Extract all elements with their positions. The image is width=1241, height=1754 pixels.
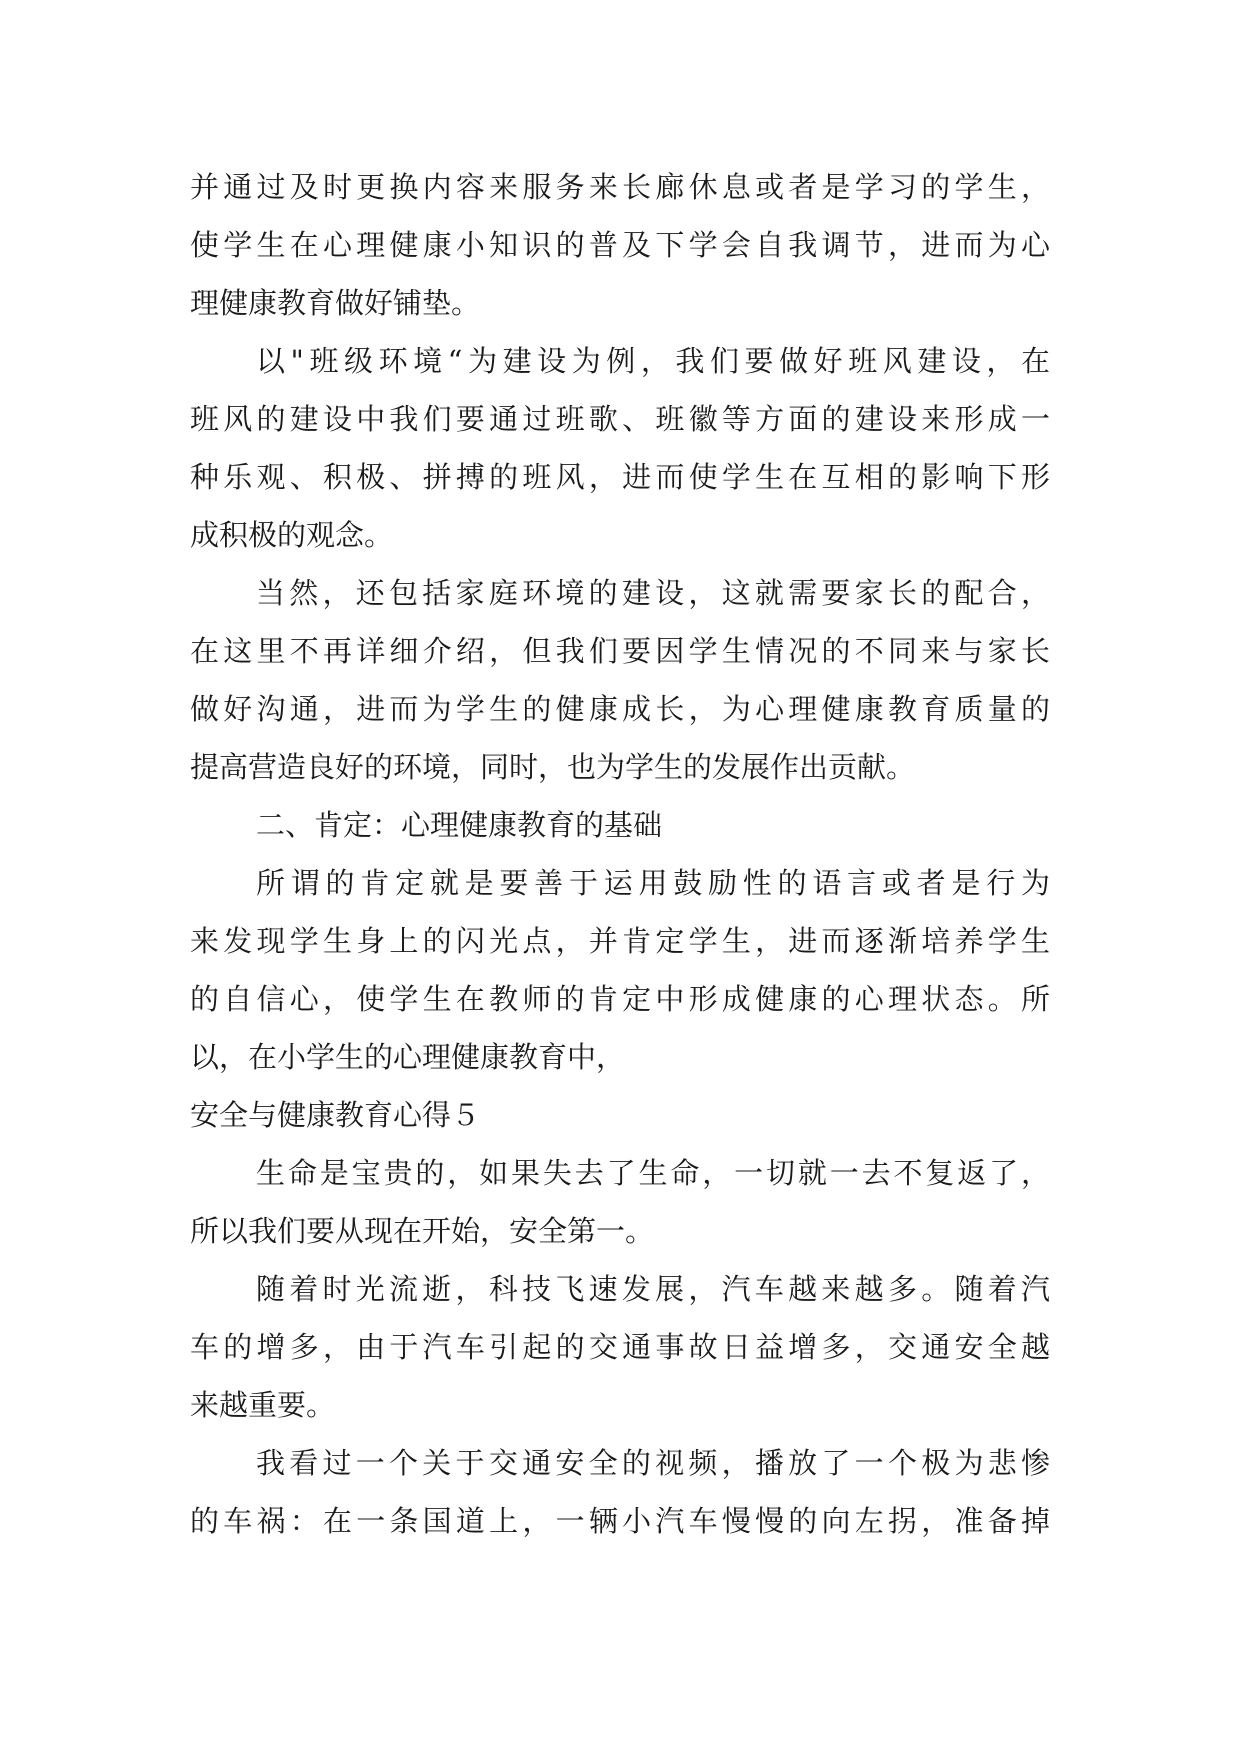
text-line: 随着时光流逝，科技飞速发展，汽车越来越多。随着汽 [256, 1272, 1050, 1306]
text-line: 种乐观、积极、拼搏的班风，进而使学生在互相的影响下形 [190, 460, 1050, 494]
paragraph [190, 564, 1050, 796]
paragraph [190, 332, 1050, 564]
text-line: 班风的建设中我们要通过班歌、班徽等方面的建设来形成一 [190, 402, 1050, 436]
paragraph [190, 158, 1050, 332]
document-body [190, 158, 1050, 1550]
text-line: 车的增多，由于汽车引起的交通事故日益增多，交通安全越 [190, 1330, 1050, 1364]
text-line: 所以我们要从现在开始，安全第一。 [190, 1214, 655, 1248]
text-line: 当然，还包括家庭环境的建设，这就需要家长的配合， [256, 576, 1050, 610]
text-line: 来发现学生身上的闪光点，并肯定学生，进而逐渐培养学生 [190, 924, 1050, 958]
section-heading [190, 796, 1050, 854]
text-line: 提高营造良好的环境，同时，也为学生的发展作出贡献。 [190, 750, 916, 784]
text-line: 理健康教育做好铺垫。 [190, 286, 481, 320]
text-line: 以，在小学生的心理健康教育中， [190, 1040, 626, 1074]
article-title [190, 1086, 1050, 1144]
text-line: 所谓的肯定就是要善于运用鼓励性的语言或者是行为 [256, 866, 1050, 900]
paragraph [190, 1144, 1050, 1260]
text-line: 的自信心，使学生在教师的肯定中形成健康的心理状态。所 [190, 982, 1050, 1016]
text-line: 以"班级环境“为建设为例，我们要做好班风建设，在 [256, 344, 1050, 378]
text-line: 并通过及时更换内容来服务来长廊休息或者是学习的学生， [190, 170, 1050, 204]
text-line: 成积极的观念。 [190, 518, 394, 552]
text-line: 二、肯定：心理健康教育的基础 [256, 808, 663, 842]
text-line: 我看过一个关于交通安全的视频，播放了一个极为悲惨 [256, 1446, 1050, 1480]
text-line: 来越重要。 [190, 1388, 336, 1422]
text-line: 在这里不再详细介绍，但我们要因学生情况的不同来与家长 [190, 634, 1050, 668]
text-line: 使学生在心理健康小知识的普及下学会自我调节，进而为心 [190, 228, 1050, 262]
text-line: 生命是宝贵的，如果失去了生命，一切就一去不复返了， [256, 1156, 1050, 1190]
text-line: 安全与健康教育心得５ [190, 1098, 481, 1132]
paragraph [190, 1260, 1050, 1434]
paragraph [190, 854, 1050, 1086]
paragraph [190, 1434, 1050, 1550]
text-line: 的车祸：在一条国道上，一辆小汽车慢慢的向左拐，准备掉 [190, 1504, 1050, 1538]
text-line: 做好沟通，进而为学生的健康成长，为心理健康教育质量的 [190, 692, 1050, 726]
